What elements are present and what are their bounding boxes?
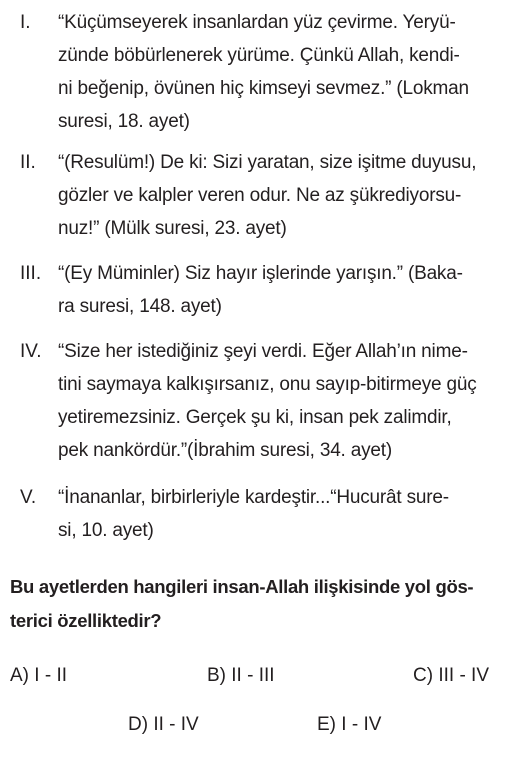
statement-line: yetiremezsiniz. Gerçek şu ki, insan pek zalimdir, [58,407,452,428]
statement-number: III. [20,263,42,284]
statement-line: “(Resulüm!) De ki: Sizi yaratan, size işitme duyusu, [58,152,477,173]
statement-line: pek nankördür.”(İbrahim suresi, 34. ayet) [58,440,392,461]
option-d[interactable]: D) II - IV [128,714,199,735]
statement-text [58,335,508,467]
option-c[interactable]: C) III - IV [413,665,489,686]
statement-line: ra suresi, 148. ayet) [58,296,222,317]
question-stem [10,570,520,638]
statement-line: nuz!” (Mülk suresi, 23. ayet) [58,218,287,239]
statement-number: V. [20,487,37,508]
option-a[interactable]: A) I - II [10,665,67,686]
statement-line: zünde böbürlenerek yürüme. Çünkü Allah, kendi- [58,45,460,66]
statement-number: IV. [20,341,42,362]
statement-line: gözler ve kalpler veren odur. Ne az şükrediyorsu- [58,185,462,206]
statement-line: “İnananlar, birbirleriyle kardeştir...“Hucurât sure- [58,487,449,508]
statement-line: “Size her istediğiniz şeyi verdi. Eğer Allah’ın nime- [58,341,468,362]
statement-line: suresi, 18. ayet) [58,111,190,132]
statement-text [58,146,508,245]
question-line: Bu ayetlerden hangileri insan-Allah ilişkisinde yol gös- [10,576,474,597]
statement-line: “(Ey Müminler) Siz hayır işlerinde yarışın.” (Baka- [58,263,463,284]
statement-line: “Küçümseyerek insanlardan yüz çevirme. Yeryü- [58,12,456,33]
statement-text [58,481,508,547]
statement-number: II. [20,152,36,173]
statement-line: si, 10. ayet) [58,520,154,541]
statement-text [58,257,508,323]
statement-text [58,6,508,138]
option-e[interactable]: E) I - IV [317,714,382,735]
statement-line: ni beğenip, övünen hiç kimseyi sevmez.” (Lokman [58,78,469,99]
statement-line: tini saymaya kalkışırsanız, onu sayıp-bitirmeye güç [58,374,477,395]
statement-number: I. [20,12,31,33]
question-line: terici özellikte​dir? [10,610,162,631]
option-b[interactable]: B) II - III [207,665,275,686]
